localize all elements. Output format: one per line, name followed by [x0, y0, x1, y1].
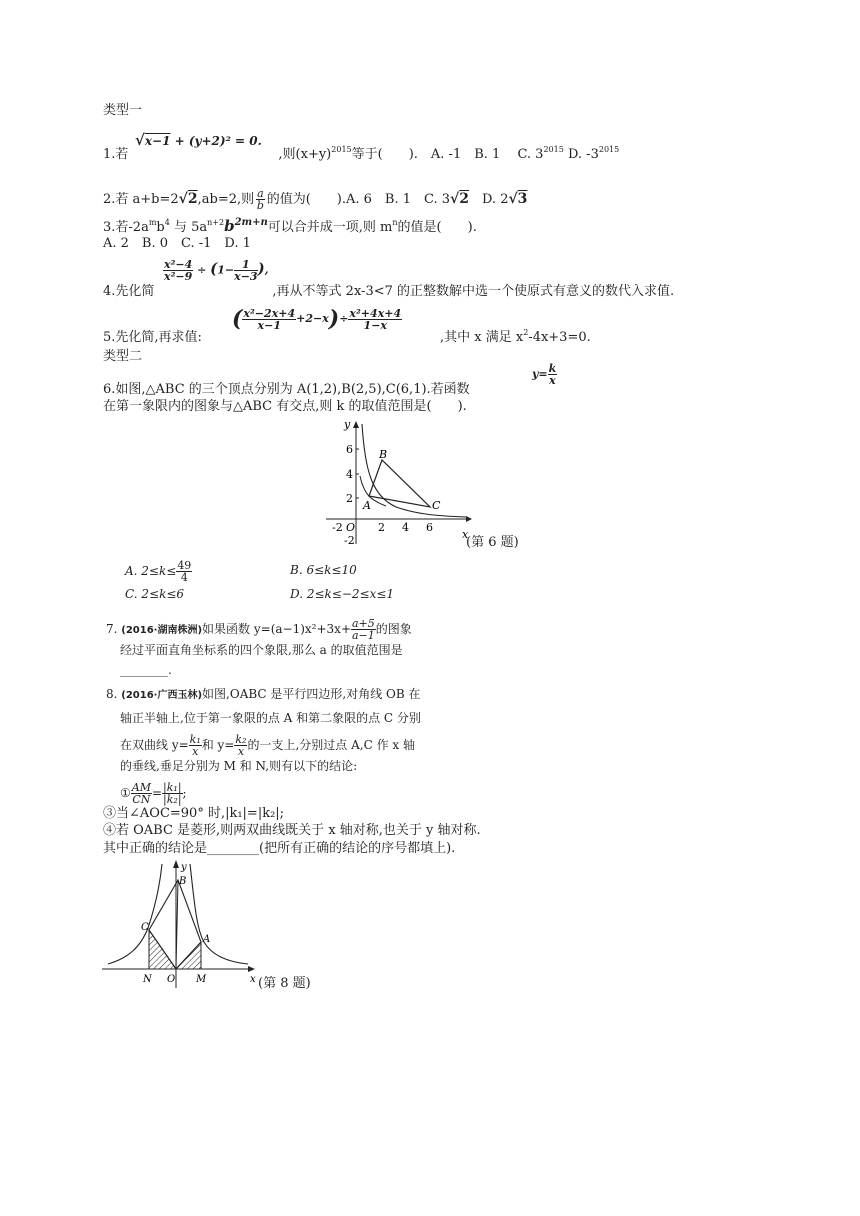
y-tick: 2 [346, 492, 353, 505]
question-7-line3: ________. [120, 663, 172, 677]
conclusion-4: ④若 OABC 是菱形,则两双曲线既关于 x 轴对称,也关于 y 轴对称. [103, 823, 481, 838]
question-6-line1: 6.如图,△ABC 的三个顶点分别为 A(1,2),B(2,5),C(6,1).若函数 [103, 382, 470, 397]
origin-label: O [346, 521, 356, 534]
question-1: 1.若 ,则$(x+y)^{2015}$等于( ). A. -1 B. 1 C. $3^{2015}$ D. $-3^{2015}$ [103, 145, 620, 162]
point-c-label: C [432, 499, 441, 512]
question-5: 5.先化简,再求值: [103, 330, 202, 345]
q6-function: y= $\frac{k}{x}$ [532, 362, 557, 387]
option-d[interactable]: D. 2≤k≤−2≤x≤1 [290, 587, 395, 601]
question-4: 4.先化简 ,再从不等式 2x-3<7 的正整数解中选一个使原式有意义的数代入求值. [103, 284, 675, 299]
y-tick: 6 [346, 443, 353, 456]
point-c-label: C [141, 922, 149, 933]
option-b[interactable]: B. 6≤k≤10 [290, 563, 357, 577]
point-a-label: A [203, 934, 211, 945]
conclusion-1: ① $\frac{AM}{CN}$ = $\frac{\text{|k₁|}}{\text{|k₂|}}$ ; [120, 781, 187, 806]
q2-fraction: $\frac{a}{b}$ [256, 187, 264, 212]
axis-x-label: x [250, 974, 256, 985]
point-b-label: B [179, 876, 187, 887]
question-3-options: A. 2 B. 0 C. -1 D. 1 [103, 236, 251, 251]
point-m-label: M [196, 974, 207, 985]
question-3: 3.若$-2a^mb^4$ 与 $5a^{n+2}b^{2m+n}$可以合并成一项,则 $m^n$的值是( ). [103, 217, 477, 235]
option-c[interactable]: C. 2≤k≤6 [125, 587, 185, 601]
axis-y-label: y [344, 418, 351, 431]
x-tick: 2 [378, 521, 385, 534]
question-7-line2: 经过平面直角坐标系的四个象限,那么 a 的取值范围是 [120, 643, 403, 657]
conclusion-3: ③当∠AOC=90° 时,|k₁|=|k₂|; [103, 806, 285, 821]
figure-8-graph [100, 858, 260, 994]
q4-formula: $\frac{\text{x²−4}}{\text{x²−9}}$ ÷ (1− $\frac{1}{x-3}$ ), [164, 258, 269, 283]
x-tick: -2 [332, 521, 343, 534]
question-2: 2.若 a+b=2√2,ab=2,则 $\frac{a}{b}$ 的值为( ).A. 6 B. 1 C. 3√2 D. 2√3 [103, 187, 528, 212]
question-8-line4: 的垂线,垂足分别为 M 和 N,则有以下的结论: [120, 759, 358, 773]
axis-y-label: y [181, 862, 187, 873]
q5-formula: ( $\frac{\text{x²−2x+4}}{x-1}$ +2−x)÷ $\frac{\text{x²+4x+4}}{1-x}$ [232, 306, 402, 332]
point-b-label: B [379, 448, 388, 461]
source-tag: (2016·广西玉林) [121, 690, 203, 701]
axis-x-label: x [462, 528, 469, 541]
q1-formula: √x−1 + (y+2)² = 0. [135, 131, 262, 149]
x-tick: 6 [426, 521, 433, 534]
y-tick: -2 [344, 534, 355, 547]
origin-label: O [167, 974, 176, 985]
question-6-line2: 在第一象限内的图象与△ABC 有交点,则 k 的取值范围是( ). [103, 399, 467, 414]
question-8-line2: 轴正半轴上,位于第一象限的点 A 和第二象限的点 C 分别 [120, 711, 421, 725]
question-7-line1: 7. (2016·湖南株洲)如果函数 y=(a−1)x²+3x+ $\frac{a+5}{a-1}$ 的图象 [106, 617, 412, 642]
question-5-tail: ,其中 x 满足 $x^2-4x+3=0$. [440, 328, 591, 345]
question-8-line3: 在双曲线 y= $\frac{\text{k₁}}{x}$ 和 y= $\frac{\text{k₂}}{x}$ 的一支上,分别过点 A,C 作 x 轴 [120, 733, 415, 758]
section-title-2: 类型二 [103, 349, 143, 364]
point-n-label: N [143, 974, 152, 985]
question-8-line1: 8. (2016·广西玉林)如图,OABC 是平行四边形,对角线 OB 在 [106, 687, 421, 701]
point-a-label: A [363, 499, 371, 512]
figure-8-caption: (第 8 题) [258, 976, 311, 991]
figure-6-graph [326, 416, 476, 550]
y-tick: 4 [346, 468, 353, 481]
figure-6-caption: (第 6 题) [466, 535, 519, 550]
triangle-abc [369, 460, 430, 507]
question-8-ask: 其中正确的结论是________(把所有正确的结论的序号都填上). [103, 841, 456, 856]
source-tag: (2016·湖南株洲) [121, 625, 203, 636]
section-title-1: 类型一 [103, 103, 143, 118]
x-tick: 4 [402, 521, 409, 534]
option-a[interactable]: A. 2≤k≤ $\frac{49}{4}$ [125, 559, 192, 584]
